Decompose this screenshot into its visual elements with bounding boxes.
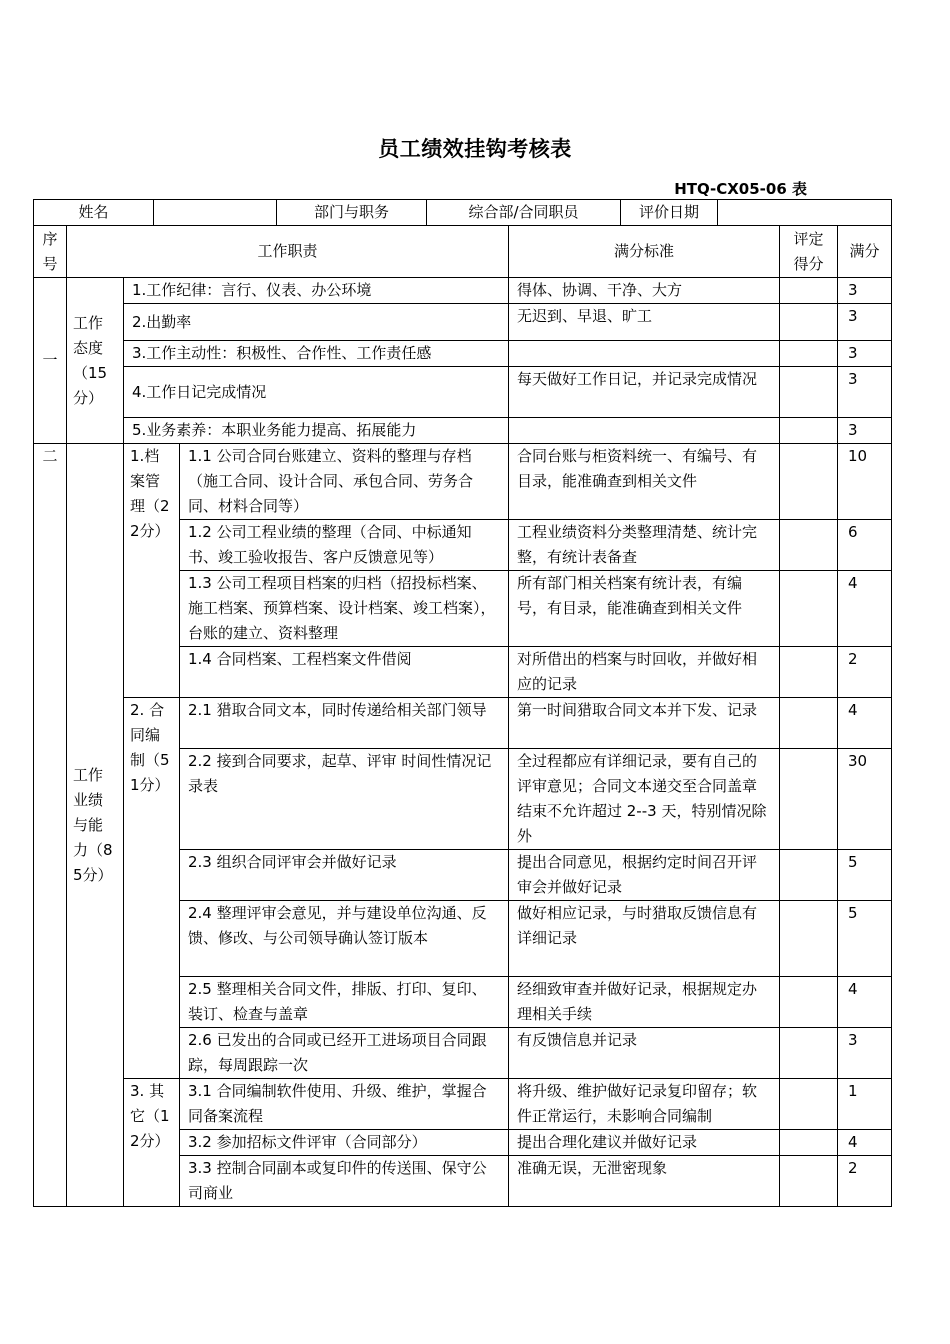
name-label: 姓名 xyxy=(34,200,154,225)
form-code: HTQ-CX05-06 表 xyxy=(674,180,807,198)
rating-cell[interactable] xyxy=(780,1130,838,1156)
duty-cell: 1.工作纪律：言行、仪表、办公环境 xyxy=(124,278,509,304)
evaluation-table xyxy=(33,199,892,1207)
duty-cell: 2.3 组织合同评审会并做好记录 xyxy=(180,850,509,901)
standard-cell: 经细致审查并做好记录，根据规定办理相关手续 xyxy=(509,977,780,1028)
date-label: 评价日期 xyxy=(621,200,718,225)
table-row xyxy=(34,304,892,341)
full-score-cell: 3 xyxy=(838,304,892,341)
col-duty: 工作职责 xyxy=(67,226,509,278)
rating-cell[interactable] xyxy=(780,1028,838,1079)
rating-cell[interactable] xyxy=(780,367,838,418)
full-score-cell: 3 xyxy=(838,341,892,367)
standard-cell: 无迟到、早退、旷工 xyxy=(509,304,780,341)
standard-cell: 提出合理化建议并做好记录 xyxy=(509,1130,780,1156)
full-score-cell: 3 xyxy=(838,418,892,444)
full-score-cell: 5 xyxy=(838,901,892,977)
duty-cell: 2.出勤率 xyxy=(124,304,509,341)
duty-cell: 1.2 公司工程业绩的整理（合同、中标通知书、竣工验收报告、客户反馈意见等） xyxy=(180,520,509,571)
full-score-cell: 2 xyxy=(838,1156,892,1207)
standard-cell: 第一时间猎取合同文本并下发、记录 xyxy=(509,698,780,749)
full-score-cell: 4 xyxy=(838,571,892,647)
standard-cell: 有反馈信息并记录 xyxy=(509,1028,780,1079)
dept-label: 部门与职务 xyxy=(277,200,427,225)
rating-cell[interactable] xyxy=(780,647,838,698)
col-rating: 评定得分 xyxy=(780,226,838,278)
date-value[interactable] xyxy=(718,200,891,225)
table-row xyxy=(34,341,892,367)
col-standard: 满分标准 xyxy=(509,226,780,278)
standard-cell: 每天做好工作日记，并记录完成情况 xyxy=(509,367,780,418)
info-row xyxy=(34,200,892,226)
table-row xyxy=(34,367,892,418)
standard-cell: 准确无误，无泄密现象 xyxy=(509,1156,780,1207)
duty-cell: 1.3 公司工程项目档案的归档（招投标档案、施工档案、预算档案、设计档案、竣工档案），台账的建立、资料整理 xyxy=(180,571,509,647)
section1-group: 工作态度（15分） xyxy=(67,278,124,444)
dept-value: 综合部/合同职员 xyxy=(427,200,621,225)
duty-cell: 1.4 合同档案、工程档案文件借阅 xyxy=(180,647,509,698)
standard-cell: 合同台账与柜资料统一、有编号、有目录，能准确查到相关文件 xyxy=(509,444,780,520)
section2-seq: 二 xyxy=(34,444,67,1207)
rating-cell[interactable] xyxy=(780,901,838,977)
table-row xyxy=(34,418,892,444)
standard-cell: 提出合同意见，根据约定时间召开评审会并做好记录 xyxy=(509,850,780,901)
full-score-cell: 1 xyxy=(838,1079,892,1130)
sub1-label: 1.档案管理（22分） xyxy=(124,444,180,698)
duty-cell: 3.工作主动性：积极性、合作性、工作责任感 xyxy=(124,341,509,367)
duty-cell: 2.1 猎取合同文本，同时传递给相关部门领导 xyxy=(180,698,509,749)
duty-cell: 3.1 合同编制软件使用、升级、维护，掌握合同备案流程 xyxy=(180,1079,509,1130)
duty-cell: 2.2 接到合同要求，起草、评审 时间性情况记录表 xyxy=(180,749,509,850)
standard-cell: 对所借出的档案与时回收，并做好相应的记录 xyxy=(509,647,780,698)
full-score-cell: 2 xyxy=(838,647,892,698)
section1-seq: 一 xyxy=(34,278,67,444)
rating-cell[interactable] xyxy=(780,341,838,367)
full-score-cell: 3 xyxy=(838,278,892,304)
standard-cell: 将升级、维护做好记录复印留存；软件正常运行，未影响合同编制 xyxy=(509,1079,780,1130)
full-score-cell: 4 xyxy=(838,1130,892,1156)
duty-cell: 2.4 整理评审会意见，并与建设单位沟通、反馈、修改、与公司领导确认签订版本 xyxy=(180,901,509,977)
standard-cell: 全过程都应有详细记录，要有自己的评审意见；合同文本递交至合同盖章结束不允许超过 2--3 天，特别情况除外 xyxy=(509,749,780,850)
standard-cell xyxy=(509,341,780,367)
standard-cell: 工程业绩资料分类整理清楚、统计完整，有统计表备查 xyxy=(509,520,780,571)
duty-cell: 2.6 已发出的合同或已经开工进场项目合同跟踪，每周跟踪一次 xyxy=(180,1028,509,1079)
full-score-cell: 10 xyxy=(838,444,892,520)
table-row xyxy=(34,698,892,749)
duty-cell: 4.工作日记完成情况 xyxy=(124,367,509,418)
rating-cell[interactable] xyxy=(780,520,838,571)
page-title: 员工绩效挂钩考核表 xyxy=(378,137,572,161)
col-full: 满分 xyxy=(838,226,892,278)
col-seq: 序号 xyxy=(34,226,67,278)
full-score-cell: 6 xyxy=(838,520,892,571)
section2-group: 工作业绩与能力（85分） xyxy=(67,444,124,1207)
full-score-cell: 5 xyxy=(838,850,892,901)
sub2-label: 2. 合同编制（51分） xyxy=(124,698,180,1079)
table-row xyxy=(34,278,892,304)
rating-cell[interactable] xyxy=(780,977,838,1028)
duty-cell: 1.1 公司合同台账建立、资料的整理与存档（施工合同、设计合同、承包合同、劳务合同、材料合同等） xyxy=(180,444,509,520)
rating-cell[interactable] xyxy=(780,698,838,749)
name-value[interactable] xyxy=(154,200,277,225)
standard-cell xyxy=(509,418,780,444)
rating-cell[interactable] xyxy=(780,444,838,520)
full-score-cell: 30 xyxy=(838,749,892,850)
full-score-cell: 4 xyxy=(838,698,892,749)
duty-cell: 5.业务素养：本职业务能力提高、拓展能力 xyxy=(124,418,509,444)
full-score-cell: 4 xyxy=(838,977,892,1028)
sub3-label: 3. 其它（12分） xyxy=(124,1079,180,1207)
standard-cell: 得体、协调、干净、大方 xyxy=(509,278,780,304)
duty-cell: 3.3 控制合同副本或复印件的传送围、保守公司商业 xyxy=(180,1156,509,1207)
full-score-cell: 3 xyxy=(838,367,892,418)
rating-cell[interactable] xyxy=(780,1079,838,1130)
rating-cell[interactable] xyxy=(780,1156,838,1207)
rating-cell[interactable] xyxy=(780,304,838,341)
table-row xyxy=(34,1079,892,1130)
rating-cell[interactable] xyxy=(780,749,838,850)
rating-cell[interactable] xyxy=(780,571,838,647)
table-row xyxy=(34,444,892,520)
rating-cell[interactable] xyxy=(780,278,838,304)
column-header-row xyxy=(34,226,892,278)
full-score-cell: 3 xyxy=(838,1028,892,1079)
duty-cell: 3.2 参加招标文件评审（合同部分） xyxy=(180,1130,509,1156)
rating-cell[interactable] xyxy=(780,850,838,901)
standard-cell: 所有部门相关档案有统计表，有编号，有目录，能准确查到相关文件 xyxy=(509,571,780,647)
rating-cell[interactable] xyxy=(780,418,838,444)
standard-cell: 做好相应记录，与时猎取反馈信息有详细记录 xyxy=(509,901,780,977)
duty-cell: 2.5 整理相关合同文件，排版、打印、复印、装订、检查与盖章 xyxy=(180,977,509,1028)
